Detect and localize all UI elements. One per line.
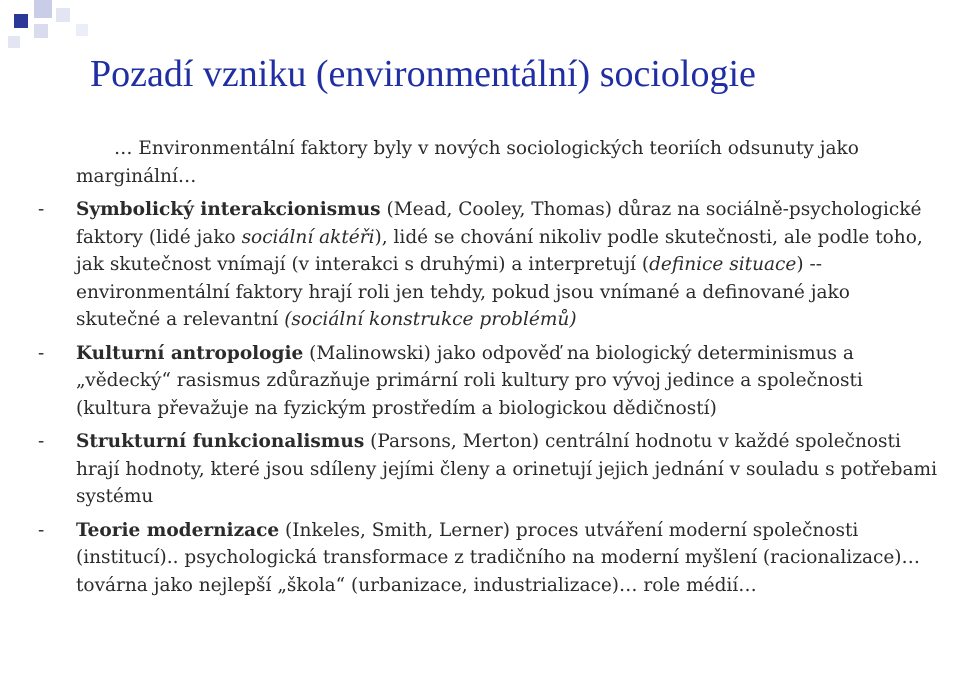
deco-square-light xyxy=(34,0,52,18)
deco-square-light xyxy=(34,24,48,38)
description: důraz na sociálně-psychologické faktory (lidé jako xyxy=(76,199,922,248)
deco-square-light xyxy=(56,8,70,22)
description: jako odpověď na biologický determinismus a „vědecký“ rasismus zdůrazňuje primární roli kultury pro vývoj jedince a společnosti (kultura převažuje na fyzickým prostředím a biologickou dědičností) xyxy=(76,342,863,419)
deco-square-dark xyxy=(14,14,28,28)
term: Teorie modernizace xyxy=(76,519,280,541)
term: Kulturní antropologie xyxy=(76,342,304,364)
dash-bullet: - xyxy=(38,519,45,541)
emphasis: (sociální konstrukce problémů) xyxy=(284,309,577,330)
list-item-structural-functionalism xyxy=(38,428,938,511)
dash-bullet: - xyxy=(38,342,45,364)
list-item-modernization-theory xyxy=(38,517,938,600)
page-title: Pozadí vzniku (environmentální) sociologie xyxy=(90,53,756,95)
term: Strukturní funkcionalismus xyxy=(76,431,365,452)
authors: (Parsons, Merton) xyxy=(364,431,545,452)
dash-bullet: - xyxy=(38,199,45,220)
description: centrální hodnotu v každé společnosti hrají hodnoty, které jsou sdíleny jejími členy a orinetují jejich jednání v souladu s potřebami systému xyxy=(76,431,938,507)
authors: (Malinowski) xyxy=(303,342,437,364)
emphasis: definice situace xyxy=(649,254,797,275)
term: Symbolický interakcionismus xyxy=(76,199,381,220)
authors: (Mead, Cooley, Thomas) xyxy=(380,199,618,220)
description: ) -- environmentální faktory hrají roli jen tehdy, pokud jsou vnímané a definované jako skutečné a relevantní xyxy=(76,254,850,330)
description: ), lidé se chování nikoliv podle skutečnosti, ale podle toho, jak skutečnost vnímají (v interakci s druhými) a interpretují ( xyxy=(76,226,923,275)
corner-decoration xyxy=(0,0,130,60)
deco-square-light xyxy=(8,36,20,48)
emphasis: sociální aktéři xyxy=(241,226,375,248)
deco-square-light xyxy=(76,24,88,36)
dash-bullet: - xyxy=(38,431,45,452)
list-item-cultural-anthropology xyxy=(38,340,938,423)
list-item-symbolic-interactionism xyxy=(38,196,938,334)
slide-body xyxy=(38,135,938,605)
authors: (Inkeles, Smith, Lerner) xyxy=(279,519,516,541)
description: proces utváření moderní společnosti (institucí).. psychologická transformace z tradičního na moderní myšlení (racionalizace)… továrna jako nejlepší „škola“ (urbanizace, industrializace)… role médií… xyxy=(76,519,921,596)
intro-text: … Environmentální faktory byly v nových sociologických teoriích odsunuty jako marginální… xyxy=(76,138,859,187)
